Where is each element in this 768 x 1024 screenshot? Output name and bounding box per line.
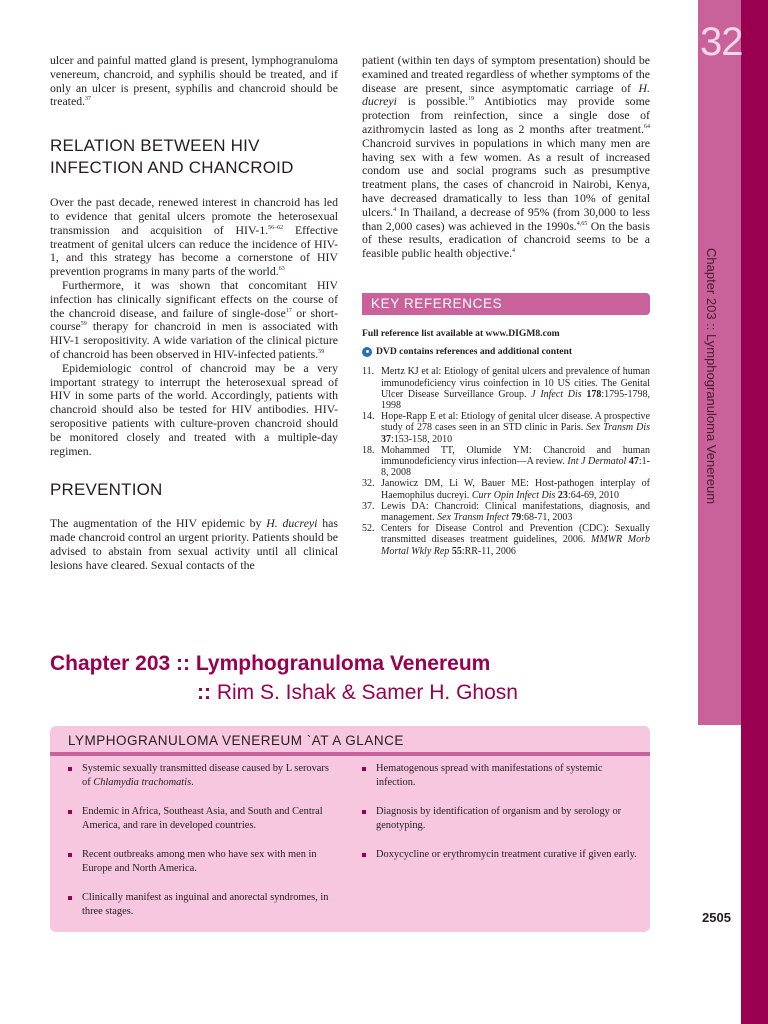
reference-item: 18. Mohammed TT, Olumide YM: Chancroid and human immunodeficiency virus infection—A review. Int J Dermatol 47:1-8, 2008: [362, 444, 650, 479]
hiv-paragraph-3: Epidemiologic control of chancroid may be a very important strategy to interrupt the heterosexual spread of HIV in some parts of the world. Accordingly, patients with chancroid should also be tested for HIV antibodies. HIV-seropositive patients with culture-proven chancroid should be monitored closely and treated with a multiple-day regimen.: [50, 360, 338, 458]
chapter-title: Chapter 203 :: Lymphogranuloma Venereum: [50, 652, 491, 675]
dvd-note: DVD contains references and additional content: [362, 346, 650, 357]
key-references-list: [362, 328, 650, 557]
reference-item: 52. Centers for Disease Control and Prevention (CDC): Sexually transmitted diseases treatment guidelines, 2006. MMWR Morb Mortal Wkly Rep 55:RR-11, 2006: [362, 523, 650, 557]
bullet-icon: [362, 810, 366, 814]
hiv-paragraph-1: Over the past decade, renewed interest in chancroid has led to evidence that genital ulcers promote the heterosexual transmission and acquisition of HIV-1.$^{56-62}$ Effective treatment of genital ulcers can reduce the incidence of HIV-1, and this strategy has become a cornerstone of HIV prevention programs in many parts of the world.$^{63}$: [50, 195, 338, 279]
dvd-icon: [362, 347, 372, 357]
hiv-paragraph-2: Furthermore, it was shown that concomitant HIV infection has clinically significant effects on the course of the chancroid disease, and failure of single-dose$^{17}$ or short-course$^{59}$ therapy for chancroid in men is associated with HIV-1 seropositivity. A wide variation of the clinical picture of chancroid has been observed in HIV-infected patients.$^{59}$: [50, 277, 338, 361]
glance-item: Systemic sexually transmitted disease caused by L serovars of Chlamydia trachomatis.: [68, 762, 338, 790]
prevention-paragraph: The augmentation of the HIV epidemic by H. ducreyi has made chancroid control an urgent priority. Patients should be advised to abstain from sexual activity until all clinical lesions have cleared. Sexual contacts of the: [50, 516, 338, 572]
bullet-icon: [68, 810, 72, 814]
side-edge-band: [741, 0, 768, 1024]
glance-item: Hematogenous spread with manifestations of systemic infection.: [362, 762, 642, 790]
page-number: 2505: [702, 910, 731, 925]
bullet-icon: [68, 896, 72, 900]
reference-item: 11. Mertz KJ et al: Etiology of genital ulcers and prevalence of human immunodeficiency virus coinfection in 10 US cities. The Genital Ulcer Disease Surveillance Group. J Infect Dis 178:1795-1798, 1998: [362, 366, 651, 412]
section-heading-hiv: RELATION BETWEEN HIV INFECTION AND CHANCROID: [50, 136, 294, 178]
glance-item: Endemic in Africa, Southeast Asia, and South and Central America, and rare in developed countries.: [68, 805, 338, 833]
running-chapter-title: Chapter 203 :: Lymphogranuloma Venereum: [704, 248, 719, 505]
glance-item: Recent outbreaks among men who have sex with men in Europe and North America.: [68, 848, 338, 876]
at-a-glance-list-right: [362, 762, 642, 877]
at-a-glance-rule: [50, 752, 650, 756]
section-heading-prevention: PREVENTION: [50, 480, 163, 500]
bullet-icon: [362, 767, 366, 771]
section-number: 32: [700, 20, 743, 64]
full-reference-link[interactable]: Full reference list available at www.DIGM8.com: [362, 328, 560, 339]
at-a-glance-header: LYMPHOGRANULOMA VENEREUM `AT A GLANCE: [68, 733, 404, 748]
bullet-icon: [68, 767, 72, 771]
prevention-paragraph-continued: patient (within ten days of symptom presentation) should be examined and treated regardless of whether symptoms of the disease are present, since asymptomatic carriage of H. ducreyi is possible.$^{19}$ Antibiotics may provide some protection from reinfection, since a single dose of azithromycin lasted as long as 2 months after treatment.$^{64}$ Chancroid survives in populations in which many men are having sex with a few women. As a result of increased condom use and social programs such as presumptive treatment plans, the cases of chancroid in Nairobi, Kenya, have decreased dramatically to less than 10% of genital ulcers.$^4$ In Thailand, a decrease of 95% (from 30,000 to less than 2,000 cases) was achieved in the 1990s.$^{4,65}$ On the basis of these results, eradication of chancroid seems to be a feasible public health objective.$^4$: [362, 53, 650, 261]
at-a-glance-list-left: [68, 762, 338, 934]
glance-item: Diagnosis by identification of organism and by serology or genotyping.: [362, 805, 642, 833]
bullet-icon: [362, 853, 366, 857]
intro-paragraph: ulcer and painful matted gland is present, lymphogranuloma venereum, chancroid, and syphilis should be treated, and if only an ulcer is present, syphilis and chancroid should be treated.$^{37}$: [50, 53, 338, 109]
chapter-authors: :: Rim S. Ishak & Samer H. Ghosn: [197, 681, 518, 704]
glance-item: Clinically manifest as inguinal and anorectal syndromes, in three stages.: [68, 891, 338, 919]
right-column: [362, 54, 650, 261]
reference-item: 14. Hope-Rapp E et al: Etiology of genital ulcer disease. A prospective study of 278 cases seen in an STD clinic in Paris. Sex Transm Dis 37:153-158, 2010: [362, 411, 650, 445]
reference-item: 32. Janowicz DM, Li W, Bauer ME: Host-pathogen interplay of Haemophilus ducreyi. Curr Opin Infect Dis 23:64-69, 2010: [362, 478, 650, 501]
glance-item: Doxycycline or erythromycin treatment curative if given early.: [362, 848, 642, 862]
bullet-icon: [68, 853, 72, 857]
key-references-header: KEY REFERENCES: [362, 293, 650, 315]
left-column: [50, 54, 338, 573]
reference-item: 37. Lewis DA: Chancroid: Clinical manifestations, diagnosis, and management. Sex Transm Infect 79:68-71, 2003: [362, 500, 650, 524]
